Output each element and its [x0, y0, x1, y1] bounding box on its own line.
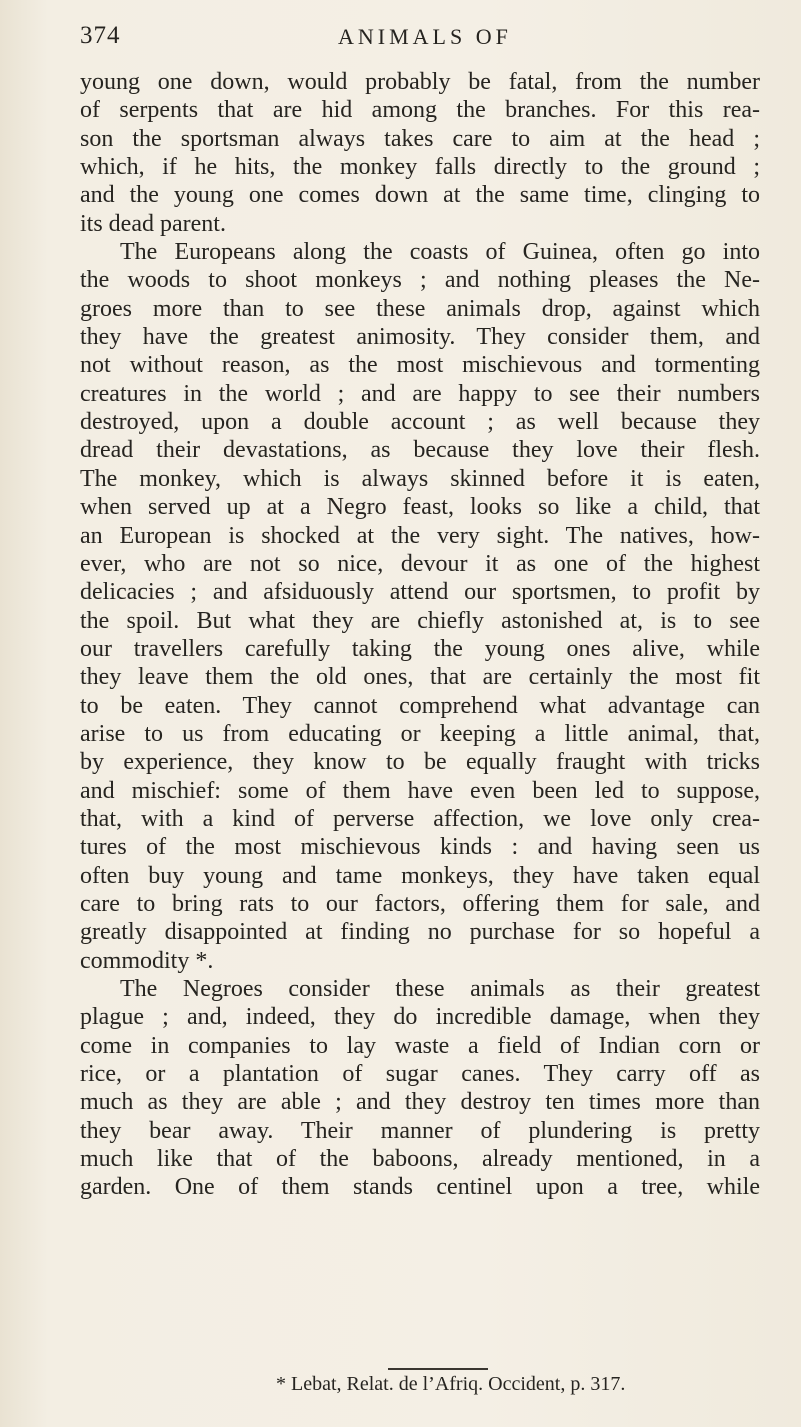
- running-title: ANIMALS OF: [338, 24, 512, 49]
- text-line: young one down, would probably be fatal, from the number: [80, 69, 760, 95]
- text-line: The Europeans along the coasts of Guinea, often go into: [120, 239, 760, 266]
- text-line: groes more than to see these animals drop, against which: [80, 295, 760, 322]
- text-line: and mischief: some of them have even been led to suppose,: [80, 777, 760, 804]
- text-line: when served up at a Negro feast, looks so like a child, that: [80, 494, 760, 521]
- text-line: of serpents that are hid among the branches. For this rea-: [80, 97, 760, 124]
- text-line: they have the greatest animosity. They consider them, and: [80, 324, 760, 351]
- footnote-rule: [388, 1368, 488, 1370]
- text-line: garden. One of them stands centinel upon a tree, while: [80, 1174, 760, 1201]
- body-text: [80, 68, 760, 1202]
- text-line: our travellers carefully taking the young ones alive, while: [80, 635, 760, 662]
- text-line: ever, who are not so nice, devour it as one of the highest: [80, 550, 760, 577]
- text-line: to be eaten. They cannot comprehend what advantage can: [80, 692, 760, 719]
- text-line: tures of the most mischievous kinds : and having seen us: [80, 834, 760, 861]
- text-line: arise to us from educating or keeping a little animal, that,: [80, 720, 760, 747]
- text-line: destroyed, upon a double account ; as well because they: [80, 409, 760, 436]
- text-line: its dead parent.: [80, 210, 226, 237]
- text-line: which, if he hits, the monkey falls directly to the ground ;: [80, 154, 760, 181]
- text-line: son the sportsman always takes care to aim at the head ;: [80, 125, 760, 152]
- running-head: [80, 22, 760, 62]
- text-line: come in companies to lay waste a field of Indian corn or: [80, 1032, 760, 1059]
- text-line: they leave them the old ones, that are certainly the most fit: [80, 664, 760, 691]
- text-line: much as they are able ; and they destroy ten times more than: [80, 1089, 760, 1116]
- text-line: plague ; and, indeed, they do incredible damage, when they: [80, 1004, 760, 1031]
- text-line: rice, or a plantation of sugar canes. They carry off as: [80, 1061, 760, 1088]
- text-line: the woods to shoot monkeys ; and nothing pleases the Ne-: [80, 267, 760, 294]
- text-line: The monkey, which is always skinned before it is eaten,: [80, 465, 760, 492]
- text-line: dread their devastations, as because they love their flesh.: [80, 437, 760, 464]
- text-line: not without reason, as the most mischievous and tormenting: [80, 352, 760, 379]
- footnote: * Lebat, Relat. de l’Afriq. Occident, p. 317.: [276, 1373, 626, 1395]
- text-line: commodity *.: [80, 947, 214, 974]
- text-line: creatures in the world ; and are happy to see their numbers: [80, 380, 760, 407]
- text-line: that, with a kind of perverse affection, we love only crea-: [80, 805, 760, 832]
- text-line: care to bring rats to our factors, offering them for sale, and: [80, 890, 760, 917]
- page-number: 374: [80, 22, 121, 49]
- text-line: delicacies ; and afsiduously attend our sportsmen, to profit by: [80, 579, 760, 606]
- text-line: much like that of the baboons, already mentioned, in a: [80, 1146, 760, 1173]
- text-line: the spoil. But what they are chiefly astonished at, is to see: [80, 607, 760, 634]
- text-line: and the young one comes down at the same time, clinging to: [80, 182, 760, 209]
- text-line: The Negroes consider these animals as their greatest: [120, 976, 760, 1002]
- text-line: they bear away. Their manner of plundering is pretty: [80, 1117, 760, 1144]
- text-line: greatly disappointed at finding no purchase for so hopeful a: [80, 919, 760, 946]
- text-line: by experience, they know to be equally fraught with tricks: [80, 749, 760, 776]
- text-line: often buy young and tame monkeys, they have taken equal: [80, 862, 760, 889]
- text-line: an European is shocked at the very sight. The natives, how-: [80, 522, 760, 549]
